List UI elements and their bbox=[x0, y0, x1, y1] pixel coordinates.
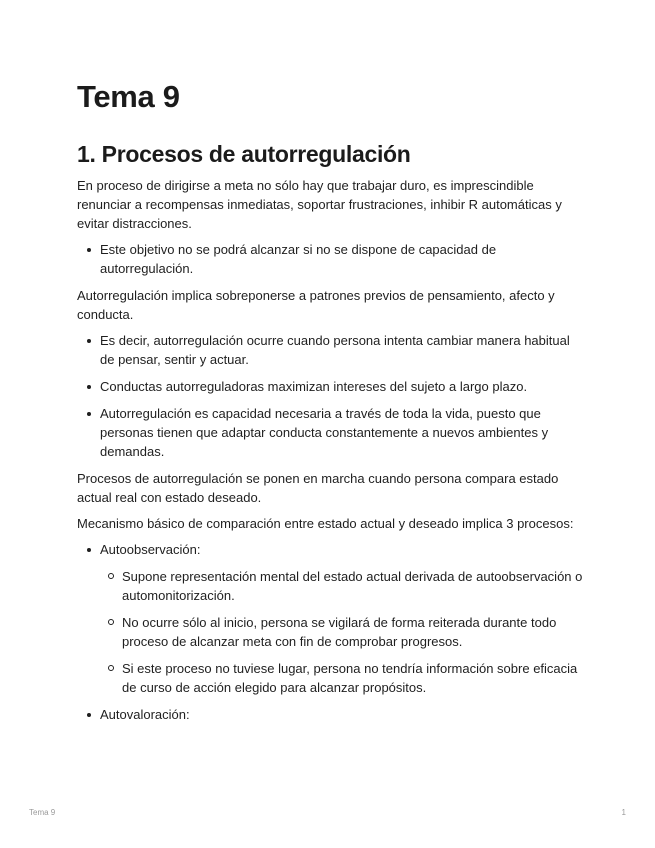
list-item-label: Autovaloración: bbox=[100, 707, 190, 722]
list-item bbox=[100, 540, 587, 697]
list-item bbox=[100, 705, 587, 724]
paragraph: Procesos de autorregulación se ponen en marcha cuando persona compara estado actual real con estado deseado. bbox=[77, 471, 559, 505]
nested-bullet-list bbox=[100, 567, 587, 697]
nested-list-item: Si este proceso no tuviese lugar, persona no tendría información sobre eficacia de curso de acción elegido para alcanzar propósitos. bbox=[122, 659, 587, 697]
bullet-list bbox=[77, 240, 587, 278]
paragraph: En proceso de dirigirse a meta no sólo hay que trabajar duro, es imprescindible renunciar a recompensas inmediatas, soportar frustraciones, inhibir R automáticas y evitar distracciones. bbox=[77, 178, 562, 231]
bullet-list bbox=[77, 331, 587, 461]
list-item: Es decir, autorregulación ocurre cuando persona intenta cambiar manera habitual de pensar, sentir y actuar. bbox=[100, 331, 587, 369]
list-item: Autorregulación es capacidad necesaria a través de toda la vida, puesto que personas tienen que adaptar conducta constantemente a nuevos ambientes y demandas. bbox=[100, 404, 587, 461]
list-item: Conductas autorreguladoras maximizan intereses del sujeto a largo plazo. bbox=[100, 377, 587, 396]
bullet-list bbox=[77, 540, 587, 724]
document-page bbox=[77, 78, 587, 732]
footer-document-title: Tema 9 bbox=[29, 808, 56, 817]
list-item-label: Autoobservación: bbox=[100, 542, 201, 557]
page-title: Tema 9 bbox=[77, 79, 180, 114]
nested-list-item: Supone representación mental del estado actual derivada de autoobservación o automonitorización. bbox=[122, 567, 587, 605]
footer-page-number: 1 bbox=[621, 808, 626, 817]
paragraph: Mecanismo básico de comparación entre estado actual y deseado implica 3 procesos: bbox=[77, 516, 574, 531]
paragraph: Autorregulación implica sobreponerse a patrones previos de pensamiento, afecto y conducta. bbox=[77, 288, 555, 322]
section-heading: 1. Procesos de autorregulación bbox=[77, 141, 411, 167]
list-item: Este objetivo no se podrá alcanzar si no se dispone de capacidad de autorregulación. bbox=[100, 240, 587, 278]
nested-list-item: No ocurre sólo al inicio, persona se vigilará de forma reiterada durante todo proceso de alcanzar meta con fin de comprobar progresos. bbox=[122, 613, 587, 651]
